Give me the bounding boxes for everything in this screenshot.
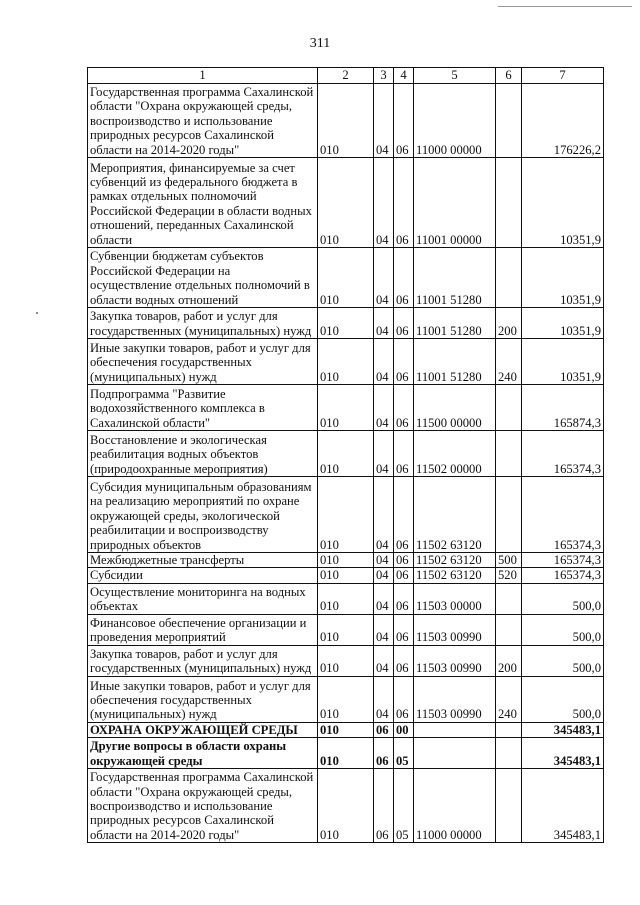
- item-name: Мероприятия, финансируемые за счет субвенций из федерального бюджета в рамках отдельных полномочий Российской Федерации в области водных отношений, переданных Сахалинской области: [88, 158, 318, 248]
- table-row: [88, 477, 604, 553]
- item-name: Государственная программа Сахалинской области "Охрана окружающей среды, воспроизводство и использование природных ресурсов Сахалинской области на 2014-2020 годы": [88, 84, 318, 158]
- expense-type-code: 200: [496, 645, 522, 676]
- expense-type-code: 240: [496, 676, 522, 722]
- ministry-code: 010: [318, 614, 374, 645]
- subsection-code: 06: [394, 583, 414, 614]
- table-row: [88, 769, 604, 843]
- section-code: 04: [374, 583, 394, 614]
- section-code: 04: [374, 248, 394, 308]
- section-code: 04: [374, 568, 394, 583]
- ministry-code: 010: [318, 308, 374, 339]
- table-row: [88, 431, 604, 477]
- ministry-code: 010: [318, 676, 374, 722]
- expense-type-code: [496, 722, 522, 737]
- subsection-code: 05: [394, 769, 414, 843]
- expense-type-code: 200: [496, 308, 522, 339]
- table-row: [88, 553, 604, 568]
- section-code: 06: [374, 722, 394, 737]
- target-article-code: 11502 63120: [414, 553, 496, 568]
- item-name: ОХРАНА ОКРУЖАЮЩЕЙ СРЕДЫ: [88, 722, 318, 737]
- subsection-code: 05: [394, 738, 414, 769]
- target-article-code: 11000 00000: [414, 769, 496, 843]
- expense-type-code: [496, 248, 522, 308]
- target-article-code: [414, 738, 496, 769]
- amount: 165374,3: [522, 431, 604, 477]
- item-name: Субвенции бюджетам субъектов Российской Федерации на осуществление отдельных полномочий в области водных отношений: [88, 248, 318, 308]
- target-article-code: 11001 51280: [414, 248, 496, 308]
- expense-type-code: [496, 583, 522, 614]
- section-code: 04: [374, 385, 394, 431]
- subsection-code: 06: [394, 676, 414, 722]
- target-article-code: 11503 00990: [414, 645, 496, 676]
- item-name: Иные закупки товаров, работ и услуг для обеспечения государственных (муниципальных) нужд: [88, 339, 318, 385]
- item-name: Осуществление мониторинга на водных объектах: [88, 583, 318, 614]
- table-row: [88, 676, 604, 722]
- table-header-row: [88, 68, 604, 84]
- column-header: 4: [394, 68, 414, 84]
- section-code: 04: [374, 308, 394, 339]
- section-code: 04: [374, 614, 394, 645]
- table-row: [88, 614, 604, 645]
- target-article-code: 11503 00990: [414, 614, 496, 645]
- subsection-code: 06: [394, 385, 414, 431]
- amount: 176226,2: [522, 84, 604, 158]
- section-code: 06: [374, 769, 394, 843]
- amount: 165374,3: [522, 568, 604, 583]
- table-row: [88, 645, 604, 676]
- ministry-code: 010: [318, 568, 374, 583]
- item-name: Субсидии: [88, 568, 318, 583]
- column-header: 1: [88, 68, 318, 84]
- subsection-code: 06: [394, 339, 414, 385]
- section-code: 04: [374, 339, 394, 385]
- amount: 165374,3: [522, 477, 604, 553]
- table-row: [88, 385, 604, 431]
- section-code: 04: [374, 676, 394, 722]
- column-header: 3: [374, 68, 394, 84]
- expense-type-code: [496, 769, 522, 843]
- expense-type-code: 520: [496, 568, 522, 583]
- target-article-code: 11502 63120: [414, 477, 496, 553]
- target-article-code: 11503 00990: [414, 676, 496, 722]
- expense-type-code: [496, 738, 522, 769]
- item-name: Другие вопросы в области охраны окружающей среды: [88, 738, 318, 769]
- expense-type-code: [496, 158, 522, 248]
- subsection-code: 06: [394, 248, 414, 308]
- budget-table: [87, 67, 604, 843]
- subsection-code: 06: [394, 431, 414, 477]
- table-row: [88, 248, 604, 308]
- section-code: 04: [374, 477, 394, 553]
- column-header: 6: [496, 68, 522, 84]
- table-row: [88, 158, 604, 248]
- amount: 10351,9: [522, 339, 604, 385]
- section-code: 04: [374, 84, 394, 158]
- table-row: [88, 583, 604, 614]
- ministry-code: 010: [318, 477, 374, 553]
- ministry-code: 010: [318, 339, 374, 385]
- amount: 345483,1: [522, 769, 604, 843]
- ministry-code: 010: [318, 645, 374, 676]
- subsection-code: 06: [394, 614, 414, 645]
- column-header: 5: [414, 68, 496, 84]
- item-name: Межбюджетные трансферты: [88, 553, 318, 568]
- target-article-code: [414, 722, 496, 737]
- item-name: Закупка товаров, работ и услуг для государственных (муниципальных) нужд: [88, 308, 318, 339]
- amount: 500,0: [522, 583, 604, 614]
- ministry-code: 010: [318, 385, 374, 431]
- table-row: [88, 568, 604, 583]
- amount: 10351,9: [522, 248, 604, 308]
- subsection-code: 00: [394, 722, 414, 737]
- ministry-code: 010: [318, 769, 374, 843]
- section-code: 06: [374, 738, 394, 769]
- amount: 165874,3: [522, 385, 604, 431]
- ministry-code: 010: [318, 722, 374, 737]
- table-row: [88, 308, 604, 339]
- subsection-code: 06: [394, 553, 414, 568]
- target-article-code: 11503 00000: [414, 583, 496, 614]
- section-code: 04: [374, 431, 394, 477]
- subsection-code: 06: [394, 568, 414, 583]
- table-row: [88, 84, 604, 158]
- subsection-code: 06: [394, 477, 414, 553]
- ministry-code: 010: [318, 738, 374, 769]
- column-header: 7: [522, 68, 604, 84]
- target-article-code: 11500 00000: [414, 385, 496, 431]
- subsection-code: 06: [394, 84, 414, 158]
- table-row: [88, 722, 604, 737]
- ministry-code: 010: [318, 431, 374, 477]
- expense-type-code: [496, 614, 522, 645]
- ministry-code: 010: [318, 158, 374, 248]
- item-name: Восстановление и экологическая реабилитация водных объектов (природоохранные мероприятия): [88, 431, 318, 477]
- item-name: Финансовое обеспечение организации и проведения мероприятий: [88, 614, 318, 645]
- amount: 500,0: [522, 614, 604, 645]
- amount: 500,0: [522, 645, 604, 676]
- amount: 345483,1: [522, 738, 604, 769]
- amount: 345483,1: [522, 722, 604, 737]
- target-article-code: 11001 51280: [414, 339, 496, 385]
- margin-dot: [36, 312, 38, 314]
- section-code: 04: [374, 553, 394, 568]
- target-article-code: 11001 00000: [414, 158, 496, 248]
- subsection-code: 06: [394, 158, 414, 248]
- expense-type-code: [496, 84, 522, 158]
- table-row: [88, 339, 604, 385]
- column-header: 2: [318, 68, 374, 84]
- amount: 10351,9: [522, 158, 604, 248]
- item-name: Субсидия муниципальным образованиям на реализацию мероприятий по охране окружающей среды, экологической реабилитации и воспроизводству природных объектов: [88, 477, 318, 553]
- item-name: Государственная программа Сахалинской области "Охрана окружающей среды, воспроизводство и использование природных ресурсов Сахалинской области на 2014-2020 годы": [88, 769, 318, 843]
- target-article-code: 11502 63120: [414, 568, 496, 583]
- expense-type-code: 240: [496, 339, 522, 385]
- table-row: [88, 738, 604, 769]
- section-code: 04: [374, 645, 394, 676]
- subsection-code: 06: [394, 645, 414, 676]
- top-rule: [498, 6, 632, 7]
- ministry-code: 010: [318, 583, 374, 614]
- section-code: 04: [374, 158, 394, 248]
- expense-type-code: [496, 431, 522, 477]
- item-name: Иные закупки товаров, работ и услуг для обеспечения государственных (муниципальных) нужд: [88, 676, 318, 722]
- amount: 500,0: [522, 676, 604, 722]
- amount: 10351,9: [522, 308, 604, 339]
- target-article-code: 11001 51280: [414, 308, 496, 339]
- item-name: Закупка товаров, работ и услуг для государственных (муниципальных) нужд: [88, 645, 318, 676]
- ministry-code: 010: [318, 84, 374, 158]
- item-name: Подпрограмма "Развитие водохозяйственного комплекса в Сахалинской области": [88, 385, 318, 431]
- expense-type-code: 500: [496, 553, 522, 568]
- ministry-code: 010: [318, 248, 374, 308]
- ministry-code: 010: [318, 553, 374, 568]
- page-number: 311: [309, 36, 331, 51]
- expense-type-code: [496, 477, 522, 553]
- amount: 165374,3: [522, 553, 604, 568]
- expense-type-code: [496, 385, 522, 431]
- subsection-code: 06: [394, 308, 414, 339]
- target-article-code: 11502 00000: [414, 431, 496, 477]
- target-article-code: 11000 00000: [414, 84, 496, 158]
